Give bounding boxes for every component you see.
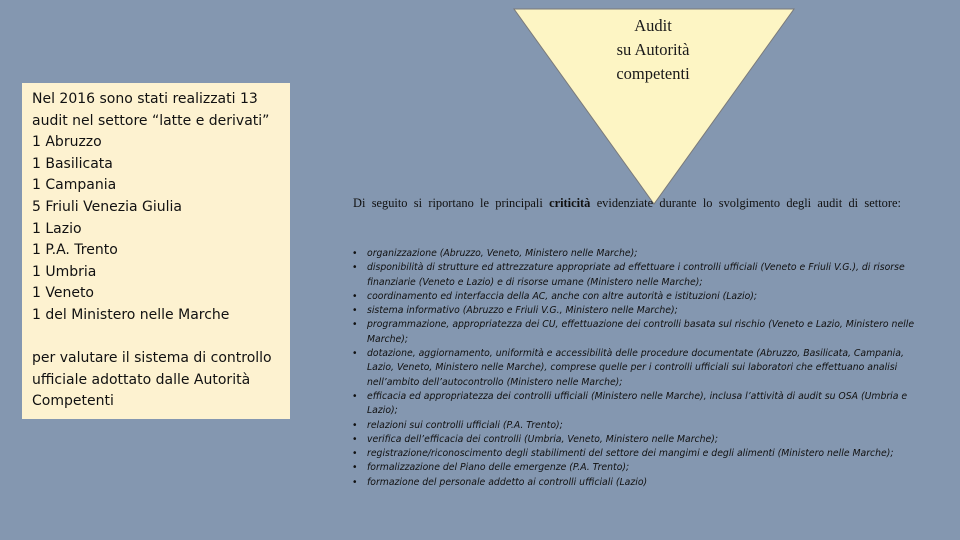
finding-item: • relazioni sui controlli ufficiali (P.A. Trento); bbox=[352, 419, 918, 433]
summary-region-basilicata: 1 Basilicata bbox=[32, 155, 113, 172]
summary-region-campania: 1 Campania bbox=[32, 177, 117, 194]
finding-item: • programmazione, appropriatezza dei CU, effettuazione dei controlli basata sul rischio (Veneto e Lazio, Ministero nelle Marche); bbox=[352, 318, 918, 347]
audit-summary-box bbox=[22, 83, 290, 419]
summary-region-trento: 1 P.A. Trento bbox=[32, 242, 118, 259]
intro-bold-criticita: criticità bbox=[549, 196, 591, 210]
finding-item: • sistema informativo (Abruzzo e Friuli V.G., Ministero nelle Marche); bbox=[352, 304, 918, 318]
summary-region-umbria: 1 Umbria bbox=[32, 263, 97, 280]
summary-region-friuli: 5 Friuli Venezia Giulia bbox=[32, 198, 182, 215]
summary-spacer bbox=[32, 327, 290, 349]
summary-region-abruzzo: 1 Abruzzo bbox=[32, 134, 102, 151]
findings-intro bbox=[353, 195, 911, 212]
summary-region-marche: 1 del Ministero nelle Marche bbox=[32, 306, 230, 323]
finding-item: • organizzazione (Abruzzo, Veneto, Ministero nelle Marche); bbox=[352, 247, 918, 261]
summary-line: Nel 2016 sono stati realizzati 13 bbox=[32, 91, 258, 107]
finding-item: • efficacia ed appropriatezza dei controlli ufficiali (Ministero nelle Marche), inclusa l’attività di audit su OSA (Umbria e Lazio); bbox=[352, 390, 918, 419]
finding-item: • registrazione/riconoscimento degli stabilimenti del settore dei mangimi e degli alimenti (Ministero nelle Marche); bbox=[352, 447, 918, 461]
triangle-label-line-3: competenti bbox=[616, 64, 690, 83]
summary-closing-line: Competenti bbox=[32, 393, 114, 410]
summary-region-lazio: 1 Lazio bbox=[32, 220, 82, 237]
findings-list bbox=[352, 247, 918, 490]
summary-region-veneto: 1 Veneto bbox=[32, 285, 95, 302]
triangle-label-line-2: su Autorità bbox=[616, 40, 690, 59]
intro-text-after: evidenziate durante lo svolgimento degli audit di settore: bbox=[596, 196, 901, 210]
finding-item: • formalizzazione del Piano delle emergenze (P.A. Trento); bbox=[352, 461, 918, 475]
summary-line: audit nel settore “latte e derivati” bbox=[32, 112, 270, 129]
finding-item: • verifica dell’efficacia dei controlli (Umbria, Veneto, Ministero nelle Marche); bbox=[352, 433, 918, 447]
summary-closing-line: ufficiale adottato dalle Autorità bbox=[32, 371, 251, 388]
triangle-label-line-1: Audit bbox=[634, 16, 672, 35]
finding-item: • formazione del personale addetto ai controlli ufficiali (Lazio) bbox=[352, 476, 918, 490]
finding-item: • disponibilità di strutture ed attrezzature appropriate ad effettuare i controlli ufficiali (Veneto e Friuli V.G.), di risorse finanziarie (Veneto e Lazio) e di risorse umane (Ministero nelle Marche); bbox=[352, 261, 918, 290]
finding-item: • coordinamento ed interfaccia della AC, anche con altre autorità e istituzioni (Lazio); bbox=[352, 290, 918, 304]
intro-text-before: Di seguito si riportano le principali bbox=[353, 196, 543, 210]
summary-closing-line: per valutare il sistema di controllo bbox=[32, 350, 272, 367]
finding-item: • dotazione, aggiornamento, uniformità e accessibilità delle procedure documentate (Abruzzo, Basilicata, Campania, Lazio, Veneto, Ministero nelle Marche), comprese quelle per i controlli ufficiali sui laboratori che effettuano analisi nell’ambito dell’autocontrollo (Ministero nelle Marche); bbox=[352, 347, 918, 390]
audit-triangle-label bbox=[573, 14, 733, 86]
